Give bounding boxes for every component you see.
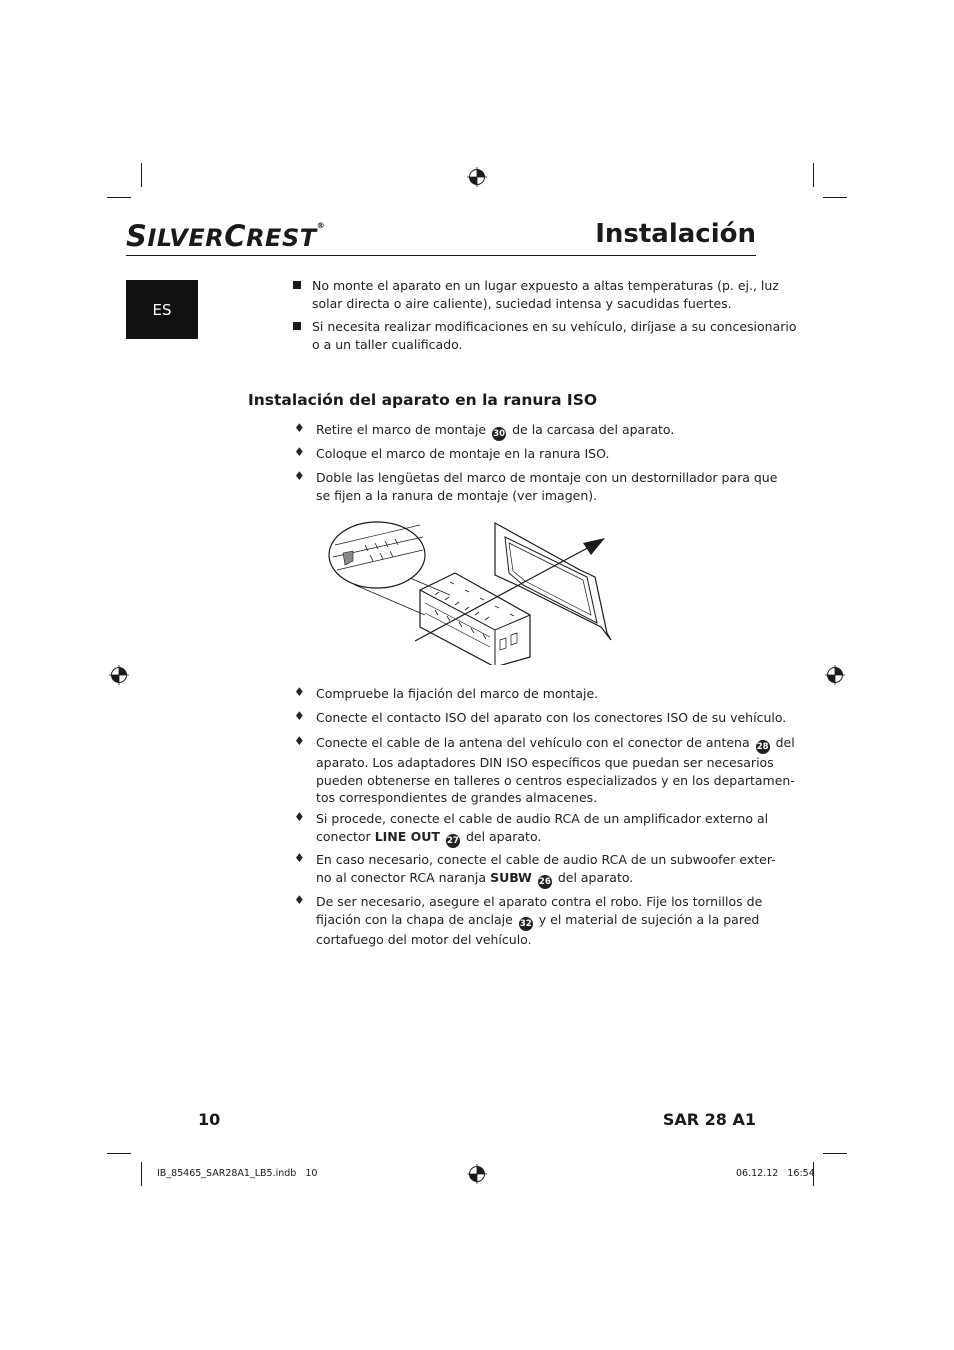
brand-logo: SILVERCREST® [126, 219, 326, 253]
intro-bullet-2: Si necesita realizar modificaciones en su vehículo, diríjase a su concesionario o a un taller cualificado. [312, 319, 797, 352]
page-number: 10 [198, 1110, 221, 1129]
crop-mark [107, 197, 131, 198]
step-connect-subwoofer: En caso necesario, conecte el cable de audio RCA de un subwoofer exter- no al conector RCA naranja SUBW 26 del aparato. [316, 852, 776, 887]
intro-bullet-1: No monte el aparato en un lugar expuesto a altas temperaturas (p. ej., luz solar directa o aire caliente), suciedad intensa y sacudidas fuertes. [312, 278, 779, 311]
crop-mark [141, 163, 142, 187]
crop-mark [823, 197, 847, 198]
square-bullet-icon [293, 281, 301, 289]
reference-number-badge: 26 [538, 876, 551, 887]
reference-number-badge: 32 [519, 918, 532, 929]
diamond-bullet-icon: ♦ [294, 893, 305, 907]
step-connect-line-out: Si procede, conecte el cable de audio RCA de un amplificador externo al conector LINE OUT 27 del aparato. [316, 811, 769, 846]
diamond-bullet-icon: ♦ [294, 685, 305, 699]
crop-mark [813, 163, 814, 187]
registration-mark-icon [467, 1164, 487, 1184]
step-connect-iso: Conecte el contacto ISO del aparato con los conectores ISO de su vehículo. [316, 710, 787, 725]
diamond-bullet-icon: ♦ [294, 445, 305, 459]
diamond-bullet-icon: ♦ [294, 810, 305, 824]
step-connect-antenna: Conecte el cable de la antena del vehículo con el conector de antena 28 del aparato. Los adaptadores DIN ISO específicos que puedan ser necesarios pueden obtenerse en talleres o centros especializados y en los departamen- tos correspondientes de grandes almacenes. [316, 735, 795, 805]
model-number: SAR 28 A1 [662, 1110, 756, 1129]
diamond-bullet-icon: ♦ [294, 709, 305, 723]
square-bullet-icon [293, 322, 301, 330]
installation-illustration [325, 515, 620, 665]
step-remove-frame: Retire el marco de montaje 30 de la carcasa del aparato. [316, 422, 675, 439]
step-check-frame: Compruebe la fijación del marco de montaje. [316, 686, 599, 701]
header-divider [126, 255, 756, 256]
section-heading: Instalación del aparato en la ranura ISO [248, 391, 598, 409]
print-slug-date: 06.12.12 16:54 [736, 1168, 815, 1179]
language-tab: ES [126, 280, 198, 339]
crop-mark [107, 1153, 131, 1154]
diamond-bullet-icon: ♦ [294, 851, 305, 865]
registration-mark-icon [109, 665, 129, 685]
diamond-bullet-icon: ♦ [294, 469, 305, 483]
step-theft-protection: De ser necesario, asegure el aparato contra el robo. Fije los tornillos de fijación con la chapa de anclaje 32 y el material de sujeción a la pared cortafuego del motor del vehículo. [316, 894, 763, 947]
page-title: Instalación [595, 219, 756, 249]
step-place-frame: Coloque el marco de montaje en la ranura ISO. [316, 446, 610, 461]
registration-mark-icon [467, 167, 487, 187]
diamond-bullet-icon: ♦ [294, 734, 305, 748]
reference-number-badge: 27 [447, 835, 459, 846]
step-bend-tabs: Doble las lengüetas del marco de montaje con un destornillador para que se fijen a la ranura de montaje (ver imagen). [316, 470, 778, 503]
crop-mark [823, 1153, 847, 1154]
reference-number-badge: 28 [756, 742, 769, 752]
print-slug-file: IB_85465_SAR28A1_LB5.indb 10 [157, 1168, 318, 1179]
registration-mark-icon [825, 665, 845, 685]
crop-mark [141, 1162, 142, 1186]
diamond-bullet-icon: ♦ [294, 421, 305, 435]
reference-number-badge: 30 [493, 429, 506, 439]
